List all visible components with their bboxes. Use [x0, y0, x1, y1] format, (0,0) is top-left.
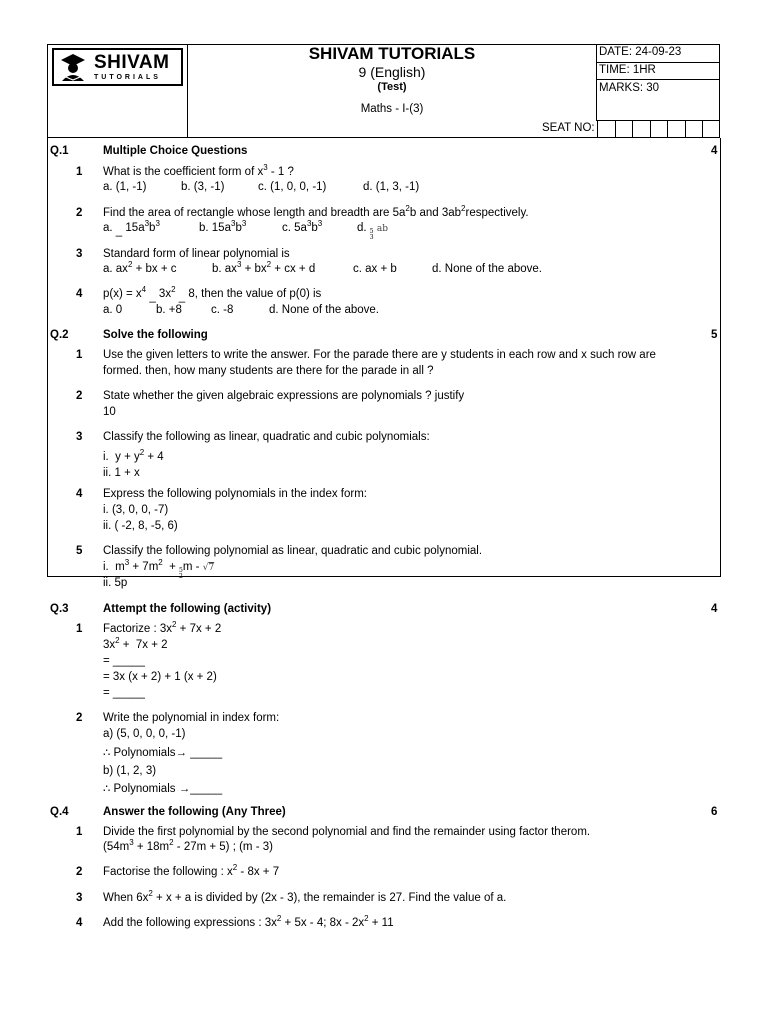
q1-4-text: $p(x) = x^4$ _ $3x^2$ _ 8, then the value of p(0) is: [103, 285, 322, 303]
seat-digit-box[interactable]: [685, 121, 703, 138]
q2-4-number: 4: [76, 488, 83, 500]
q2-1-line-1: Use the given letters to write the answer. For the parade there are y students in each row and x such row are: [103, 349, 656, 361]
seat-digit-box[interactable]: [632, 121, 650, 138]
q2-5-line-2: i. $m^3 + 7m^2$ + 5 2 m - √7: [103, 558, 215, 580]
q2-3-line-3: ii. 1 + x: [103, 467, 140, 479]
q1-1-option-b: b. (3, -1): [181, 181, 225, 193]
seat-digit-box[interactable]: [702, 121, 720, 138]
q4-1-line-1: Divide the first polynomial by the second polynomial and find the remainder using factor therom.: [103, 826, 591, 838]
q2-5-line-1: Classify the following polynomial as linear, quadratic and cubic polynomial.: [103, 545, 483, 557]
q2-2-line-2: 10: [103, 406, 116, 418]
q2-1-number: 1: [76, 349, 83, 361]
q1-4-option-c: c. -8: [211, 304, 234, 316]
q1-1-option-a: a. (1, -1): [103, 181, 147, 193]
q3-2-line-4: b) (1, 2, 3): [103, 765, 157, 777]
brand-name: SHIVAM: [94, 51, 170, 73]
q2-2-line-1: State whether the given algebraic expressions are polynomials ? justify: [103, 390, 465, 402]
q4-4-number: 4: [76, 917, 83, 929]
q1-4-option-d: d. None of the above.: [269, 304, 379, 316]
q4-number: Q.4: [50, 806, 69, 818]
q3-1-line-4: = 3x (x + 2) + 1 (x + 2): [103, 671, 217, 683]
q1-3-option-c: c. ax + b: [353, 263, 397, 275]
q1-title: Multiple Choice Questions: [103, 145, 248, 157]
q2-title: Solve the following: [103, 329, 208, 341]
class-name: 9 (English): [358, 64, 426, 80]
q1-3-option-d: d. None of the above.: [432, 263, 542, 275]
q4-2-line-1: Factorise the following : $x^2 - 8x + 7$: [103, 863, 280, 878]
q4-2-number: 2: [76, 866, 83, 878]
subject: Maths - I-(3): [360, 103, 424, 115]
q3-1-line-1: Factorize : $3x^2 + 7x + 2$: [103, 620, 222, 635]
time-field: TIME: 1HR: [596, 62, 720, 80]
frame-left-line: [47, 138, 48, 577]
date-field: DATE: 24-09-23: [596, 44, 720, 63]
q1-number: Q.1: [50, 145, 69, 157]
q3-2-line-5[interactable]: ∴ Polynomials →_____: [103, 783, 223, 795]
q3-2-line-2: a) (5, 0, 0, 0, -1): [103, 728, 186, 740]
q4-title: Answer the following (Any Three): [103, 806, 286, 818]
q3-1-line-3[interactable]: = _____: [103, 655, 145, 667]
q1-2-option-d: d. 5 3 ab: [357, 222, 388, 241]
q1-2-number: 2: [76, 207, 83, 219]
q2-4-line-3: ii. ( -2, 8, -5, 6): [103, 520, 178, 532]
marks-field: MARKS: 30: [596, 79, 720, 121]
q1-1-text: What is the coefficient form of $x^3 - 1$ ?: [103, 163, 294, 178]
seat-digit-box[interactable]: [597, 121, 615, 138]
q4-1-number: 1: [76, 826, 83, 838]
brand-logo: [52, 48, 183, 86]
q3-2-number: 2: [76, 712, 83, 724]
brand-subtitle: TUTORIALS: [94, 73, 161, 81]
q2-5-number: 5: [76, 545, 83, 557]
q1-3-number: 3: [76, 248, 83, 260]
q4-3-line-1: When $6x^2 + x + a$ is divided by (2x - 3), the remainder is 27. Find the value of a.: [103, 889, 507, 904]
q2-5-line-3: ii. 5p: [103, 577, 128, 589]
q4-4-line-1: Add the following expressions : $3x^2 + 5x - 4$; $8x - 2x^2 + 11$: [103, 914, 394, 929]
q2-1-line-2: formed. then, how many students are there for the parade in all ?: [103, 365, 434, 377]
q1-4-option-b: b. +8: [156, 304, 182, 316]
q3-number: Q.3: [50, 603, 69, 615]
q1-4-number: 4: [76, 288, 83, 300]
exam-type: (Test): [377, 81, 407, 93]
q2-number: Q.2: [50, 329, 69, 341]
seat-no-boxes[interactable]: [597, 121, 720, 138]
q3-2-line-1: Write the polynomial in index form:: [103, 712, 280, 724]
graduate-emblem-icon: [58, 52, 88, 82]
q1-4-option-a: a. 0: [103, 304, 123, 316]
q3-1-line-5[interactable]: = _____: [103, 687, 145, 699]
seat-digit-box[interactable]: [615, 121, 633, 138]
q4-3-number: 3: [76, 892, 83, 904]
q1-1-option-d: d. (1, 3, -1): [363, 181, 420, 193]
q1-1-option-c: c. (1, 0, 0, -1): [258, 181, 327, 193]
q2-3-number: 3: [76, 431, 83, 443]
q1-2-option-b: b. $15a^3b^3$: [199, 219, 247, 234]
q1-2-option-a: a. _ $15a^3b^3$: [103, 219, 160, 237]
q3-marks: 4: [711, 603, 718, 615]
q2-3-line-1: Classify the following as linear, quadratic and cubic polynomials:: [103, 431, 430, 443]
q4-1-line-2: $(54m^3 + 18m^2 - 27m + 5)$ ; (m - 3): [103, 838, 273, 853]
q2-3-line-2: i. $y + y^2 + 4$: [103, 448, 164, 463]
q2-marks: 5: [711, 329, 718, 341]
q1-1-number: 1: [76, 166, 83, 178]
q4-marks: 6: [711, 806, 718, 818]
q1-3-option-a: a. $ax^2$ + bx + c: [103, 260, 177, 275]
q2-4-line-1: Express the following polynomials in the index form:: [103, 488, 367, 500]
q3-2-line-3[interactable]: ∴ Polynomials→ _____: [103, 747, 223, 759]
seat-no-label: SEAT NO:: [542, 122, 595, 134]
q2-4-line-2: i. (3, 0, 0, -7): [103, 504, 169, 516]
q2-2-number: 2: [76, 390, 83, 402]
q1-2-option-c: c. $5a^3b^3$: [282, 219, 323, 234]
q1-2-text: Find the area of rectangle whose length and breadth are $5a^2b$ and $3ab^2respectively$.: [103, 204, 529, 219]
q3-title: Attempt the following (activity): [103, 603, 272, 615]
seat-digit-box[interactable]: [667, 121, 685, 138]
q3-1-number: 1: [76, 623, 83, 635]
frame-right-line: [720, 138, 721, 577]
seat-digit-box[interactable]: [650, 121, 668, 138]
q3-1-line-2: $3x^2 + 7x + 2$: [103, 636, 168, 651]
q1-marks: 4: [711, 145, 718, 157]
q1-3-text: Standard form of linear polynomial is: [103, 248, 290, 260]
institute-title: SHIVAM TUTORIALS: [308, 44, 476, 63]
q1-3-option-b: b. $ax^3 + bx^2$ + cx + d: [212, 260, 316, 275]
